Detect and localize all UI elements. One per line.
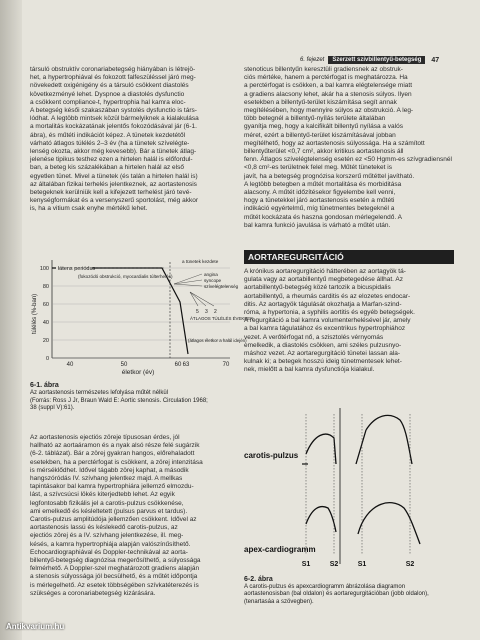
text-line: billentyűterület <0,7 cm², akkor kritikus aortastenosis áll: [244, 148, 404, 156]
text-line: növekedett oxigénigény és a társuló csökkent diastolés: [30, 82, 189, 90]
y-tick-label: 20: [42, 338, 49, 344]
header-section: 6. fejezet: [300, 57, 325, 63]
onset-label: a tünetek kezdete: [182, 259, 219, 264]
obstruction-label: (fokozódó obstrukció, myocardialis túlterhelés): [78, 274, 173, 279]
text-line: tapintásakor bal kamra hypertrophiára jellemző elmozdu-: [30, 483, 194, 491]
left-column-top-text: [30, 66, 235, 214]
text-line: a bal kamra tágulatához és excentrikus hypertrophiához: [244, 325, 406, 333]
text-line: fenn. Átlagos szívelégtelenség esetén ez <50 Hgmm-es szívgradiensnél: [244, 156, 452, 164]
angina-label: angina: [204, 272, 218, 277]
text-line: esetekben a billentyű-terület kiszámítása segít annak: [244, 98, 397, 106]
left-column-bottom-text: [30, 434, 235, 598]
text-line: több betegnél a billentyű-nyílás területe általában: [244, 115, 386, 123]
text-line: aortastenosis lassú és késlekedő carotis-pulzus, az: [30, 524, 178, 532]
text-line: is, ha a vitium csak enyhe mértékű lehet.: [30, 205, 148, 213]
watermark: Antikvarium.hu: [6, 622, 65, 631]
text-line: késés, a kamra hypertrophiája alapján valószínűsíthető.: [30, 540, 191, 548]
sudden-label: (átlagos életkor a halál idején): [188, 338, 247, 343]
text-line: aortabillentyű, a rheumás carditis és az elozetes endocar-: [244, 292, 411, 300]
text-line: máshoz vezet. Az aortaregurgitáció tünetei lassan ala-: [244, 350, 401, 358]
s2-right: S2: [405, 561, 415, 568]
hf-label: szívelégtelenség: [204, 284, 239, 289]
text-line: következményé lehet. Dyspnoe a diastolés dysfunctio: [30, 90, 185, 98]
text-line: hallható az aortaáramon és a nyak alsó része felé sugárzik: [30, 442, 200, 450]
survival-curve: [52, 268, 188, 354]
apex-trace-right: [358, 503, 420, 544]
text-line: a perctérfogat is csökken, a bal kamra elégtelensége miatt: [244, 82, 413, 90]
survival-label: ÁTLAGOS TÚLÉLÉS ÉVEKBEN: [190, 316, 254, 321]
s1-left: S1: [301, 561, 311, 568]
y-tick-label: 0: [45, 356, 49, 362]
text-line: lenség okozta, akkor még kevesebb). Bár a tünetek átlag-: [30, 148, 197, 156]
text-line: várható átlagos túlélés 2–3 év (ha a tünetek szívelégte-: [30, 139, 190, 147]
text-line: jelenése tipikus testhez ezen a hirtelen halál is előfordul-: [30, 156, 193, 164]
apex-label: apex-cardiogramm: [244, 545, 316, 554]
text-line: Carotis-pulzus amplitúdója jellemzően csökkent. Idővel az: [30, 516, 197, 524]
text-line: vezet. A verőtérfogat nő, a szisztolés vérnyomás: [244, 333, 384, 341]
y-tick-label: 100: [39, 266, 49, 272]
text-line: ban, a beteg kis százalékában a hirtelen halál az első: [30, 164, 184, 172]
surv-years-1: 5: [196, 309, 199, 315]
text-line: A krónikus aortaregurgitáció hátterében az aortagyök tá-: [244, 268, 406, 275]
y-axis-label: túlélés (%-ban): [32, 293, 38, 335]
text-line: esetekben, ha a perctérfogat is csökkent, a zörej intenzitása: [30, 458, 203, 466]
carotis-trace-left: [306, 434, 336, 464]
text-line: a csökkent compliance-t, hypertrophia hal kamra eloc-: [30, 98, 186, 106]
text-line: kenységformákat és a versenyszerű sportolást, még akkor: [30, 197, 198, 205]
x-tick-label: 50: [120, 362, 128, 368]
text-line: (6-2. táblázat). Bár a zörej gyakran hangos, előrehaladott: [30, 450, 195, 458]
text-line: a gradiens alacsony lehet, akár ha a stenosis súlyos. Ilyen: [244, 90, 412, 98]
text-line: emelkedik, a diastolés csökken, ami széles pulzusnyo-: [244, 341, 402, 349]
text-line: méret, ezért a billentyű-terület kiszámításával jobban: [244, 131, 396, 139]
x-tick-label: 60: [174, 362, 182, 368]
text-line: ciós mértéke, hanem a perctérfogat is meghatározza. Ha: [244, 74, 408, 82]
figure1-title: 6-1. ábra: [30, 382, 59, 389]
figure1-caption: [30, 382, 235, 413]
y-tick-label: 80: [42, 284, 49, 290]
text-line: ditis. Az aortagyök tágulását okozhatja a Marfan-szind-: [244, 300, 402, 308]
text-line: ábra), és műtéti indikációt képez. A tünetek kezdetétől: [30, 131, 186, 139]
book-spine-shadow: [0, 0, 22, 640]
surv-years-3: 2: [214, 309, 217, 315]
text-line: társuló obstruktív coronariabetegség hiányában is létrejö-: [30, 66, 196, 73]
header-title: Szerzett szívbillentyű-betegség: [328, 56, 425, 64]
text-line: kulnak ki; a betegek hosszú ideig tünetmentesek lehet-: [244, 358, 402, 366]
text-line: hangszóródás IV. szívhang jelentkez majd. A mellkas: [30, 475, 183, 483]
surv-years-2: 3: [205, 309, 208, 315]
text-line: <0,8 cm²-es területnek felel meg. Műtét tüneteket is: [244, 164, 392, 172]
running-header: [300, 54, 439, 66]
x-tick-label: 40: [66, 362, 74, 368]
right-column-mid-text: [244, 268, 454, 375]
pulse-figure: [244, 404, 454, 574]
text-line: felmérhető. A Doppler-szel meghatározott gradiens alapján: [30, 565, 200, 573]
text-line: nek, mielőtt a bal kamra dysfunctiója kialakul.: [244, 366, 375, 374]
text-line: javít, ha a betegség prognózisa korszerű műtéttel javítható.: [244, 172, 415, 180]
carotis-label: carotis-pulzus: [244, 451, 299, 460]
figure1-caption-line: 38 (suppl V):61).: [30, 405, 75, 412]
text-line: lást, a szívcsúcsi lökés kiterjedtebb lehet. Az egyik: [30, 491, 175, 499]
figure1-caption-line: (Forrás: Ross J Jr, Braun Wald E: Aortic stenosis. Circulation 1968;: [30, 397, 208, 404]
text-line: a mortalitás kockázatának jelentős fokozódásával jár (6-1.: [30, 123, 197, 131]
text-line: hogy a tünetekkel járó aortastenosis esetén a műtéti: [244, 197, 395, 205]
text-line: het, a hypertrophiával és fokozott falfeszüléssel járó meg-: [30, 74, 196, 82]
figure2-caption: [244, 576, 454, 606]
text-line: az általában fizikai terhelés jelentkeznek, az aortastenosis: [30, 180, 197, 188]
text-line: róma, a hypertonia, a syphilis aortitis és egyéb betegségek.: [244, 309, 415, 317]
figure2-caption-line: (tenartasáa a szövegben).: [244, 598, 314, 605]
figure2-caption-line: aortastenosisban (bal oldalon) és aortaregurgitációban (jobb oldalon),: [244, 591, 429, 598]
text-line: alacsony. A műtét időzítésekor figyelembe kell venni,: [244, 189, 396, 197]
text-line: A regurgitáció a bal kamra volumenterhelésével jár, amely: [244, 317, 411, 325]
y-ticks: [40, 266, 230, 362]
x-ticks: [67, 362, 230, 368]
text-line: aortabillentyű-betegség közé tartozik a bicuspidalis: [244, 284, 391, 292]
figure2-caption-line: A carotis-pulzus és apexcardiogramm ábrázolása diagramon: [244, 583, 406, 590]
text-line: lódhat. A legtöbb mintsek közül bármelyiknek a kialakulása: [30, 115, 199, 123]
text-line: ejectiós zörej és a IV. szívhang jelentkezése, ill. meg-: [30, 532, 184, 540]
text-line: billentyű-betegség diagnózisa megerősíthető, a súlyossága: [30, 557, 201, 565]
survival-figure: [30, 254, 254, 380]
text-line: gulata vagy az aortabillentyű megbetegedése állhat. Az: [244, 276, 403, 284]
text-line: a stenosis súlyossága jól becsülhető, és a műtét időpontja: [30, 573, 198, 581]
page-number: 47: [431, 56, 440, 64]
figure1-caption-line: Az aortastenosis természetes lefolyása műtét nélkül: [30, 389, 169, 396]
text-line: Az aortastenosis ejectiós zöreje típusosan érdes, jól: [30, 434, 180, 441]
s1-right: S1: [357, 561, 367, 568]
y-tick-label: 40: [42, 320, 49, 326]
text-line: betegeknek kerülniük kell a kifejezett terhelést járó tevé-: [30, 189, 192, 197]
right-column-top-text: [244, 66, 454, 230]
text-line: ami emelkedő és késleltetett (pulsus parvus et tardus).: [30, 507, 188, 515]
carotis-trace-right: [366, 415, 412, 464]
section-heading: AORTAREGURGITÁCIÓ: [244, 250, 454, 264]
latent-label: látens periódus: [58, 266, 96, 272]
text-line: megítélhető, hogy az aortastenosis súlyossága. Ha a számított: [244, 139, 425, 147]
text-line: A legtöbb betegben a műtét mortalitása és morbiditása: [244, 180, 402, 188]
text-line: műtét kockázata és haszna gondosan mérlegelendő. A: [244, 213, 402, 221]
s2-left: S2: [329, 561, 339, 568]
syncope-label: syncope: [204, 278, 222, 283]
x-axis-label: életkor (év): [121, 369, 155, 376]
text-line: legfontosabb fizikális jel a carotis-pulzus csökkenése,: [30, 499, 184, 507]
text-line: is mérlegelhető. Az esetek többségében szívkatéterezés is: [30, 581, 199, 589]
marker-63: 63: [182, 362, 190, 368]
text-line: bal kamra funkció javulása is várható a műtét után.: [244, 221, 391, 229]
text-line: Echocardiographiával és Doppler-technikával az aorta-: [30, 548, 188, 556]
text-line: indikáció egyértelmű, míg tünetmentes betegeknél a: [244, 205, 395, 213]
text-line: gyanítja meg, hogy a kalcifikált billentyű nyílása a valós: [244, 123, 403, 131]
text-line: szükséges a coronariabetegség kizárására.: [30, 589, 156, 597]
text-line: megítélésében, hogy mennyire súlyos az obstrukció. A leg-: [244, 107, 414, 115]
x-tick-label: 70: [222, 362, 230, 368]
text-line: is mérséklődhet. Idővel tágabb zörej kaphat, a második: [30, 466, 189, 474]
apex-trace-left: [306, 507, 336, 532]
text-line: stenoticus billentyűn keresztüli gradiensnek az obstruk-: [244, 66, 403, 73]
figure2-title: 6-2. ábra: [244, 576, 273, 583]
text-line: egyetlen tünet. Mivel a tünetek (és talán a hirtelen halál is): [30, 172, 198, 180]
y-tick-label: 60: [42, 302, 49, 308]
text-line: A betegség késői szakaszában systolés dysfunctio is társ-: [30, 107, 197, 115]
